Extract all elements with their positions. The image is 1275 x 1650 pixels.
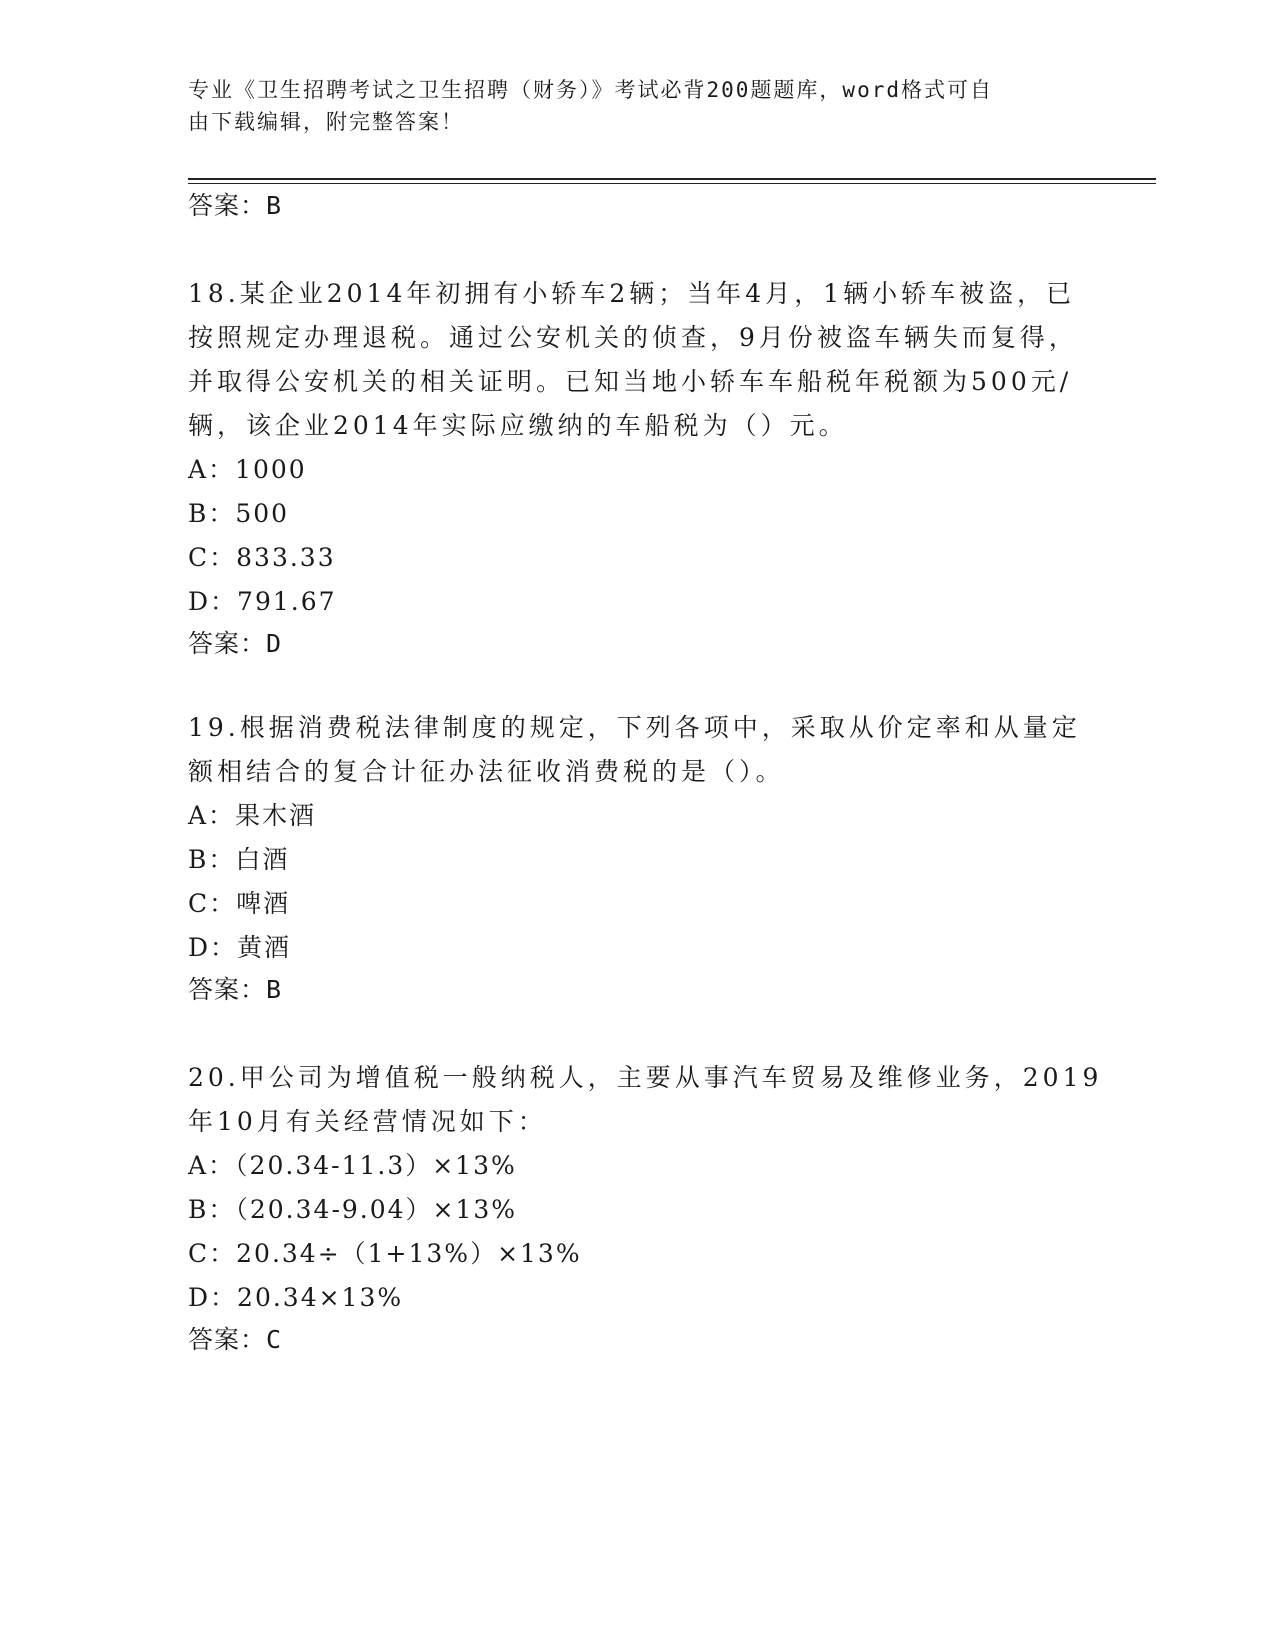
header-line-2: 由下载编辑，附完整答案！ [188,110,464,134]
question-text-line: 并取得公安机关的相关证明。已知当地小轿车车船税年税额为500元/ [188,367,1073,396]
answer: 答案：C [188,1325,283,1354]
option-c: C：20.34÷（1+13%）×13% [188,1239,582,1268]
option-d: D：20.34×13% [188,1283,404,1312]
option-b: B：（20.34-9.04）×13% [188,1195,518,1224]
option-c: C：啤酒 [188,889,291,918]
header-line-1: 专业《卫生招聘考试之卫生招聘（财务）》考试必背200题题库，word格式可自 [188,78,993,102]
question-text-line: 按照规定办理退税。通过公安机关的侦查，9月份被盗车辆失而复得， [188,323,1078,352]
option-b: B：白酒 [188,845,290,874]
option-b: B：500 [188,499,290,528]
option-a: A：1000 [188,455,307,484]
option-a: A：果木酒 [188,801,317,830]
question-text-line: 辆，该企业2014年实际应缴纳的车船税为（）元。 [188,411,848,440]
document-header [188,74,1078,138]
header-divider-thick [188,178,1156,180]
previous-answer: 答案：B [188,191,283,220]
question-text-line: 18.某企业2014年初拥有小轿车2辆；当年4月，1辆小轿车被盗，已 [188,279,1076,308]
option-c: C：833.33 [188,543,336,572]
option-d: D：791.67 [188,587,337,616]
question-text-line: 额相结合的复合计征办法征收消费税的是（）。 [188,757,785,786]
header-divider-thin [188,183,1156,184]
question-text-line: 年10月有关经营情况如下： [188,1107,547,1136]
question-text-line: 19.根据消费税法律制度的规定，下列各项中，采取从价定率和从量定 [188,713,1081,742]
answer: 答案：B [188,975,283,1004]
option-a: A：（20.34-11.3）×13% [188,1151,517,1180]
answer: 答案：D [188,629,283,658]
option-d: D：黄酒 [188,933,292,962]
question-text-line: 20.甲公司为增值税一般纳税人，主要从事汽车贸易及维修业务，2019 [188,1063,1103,1092]
